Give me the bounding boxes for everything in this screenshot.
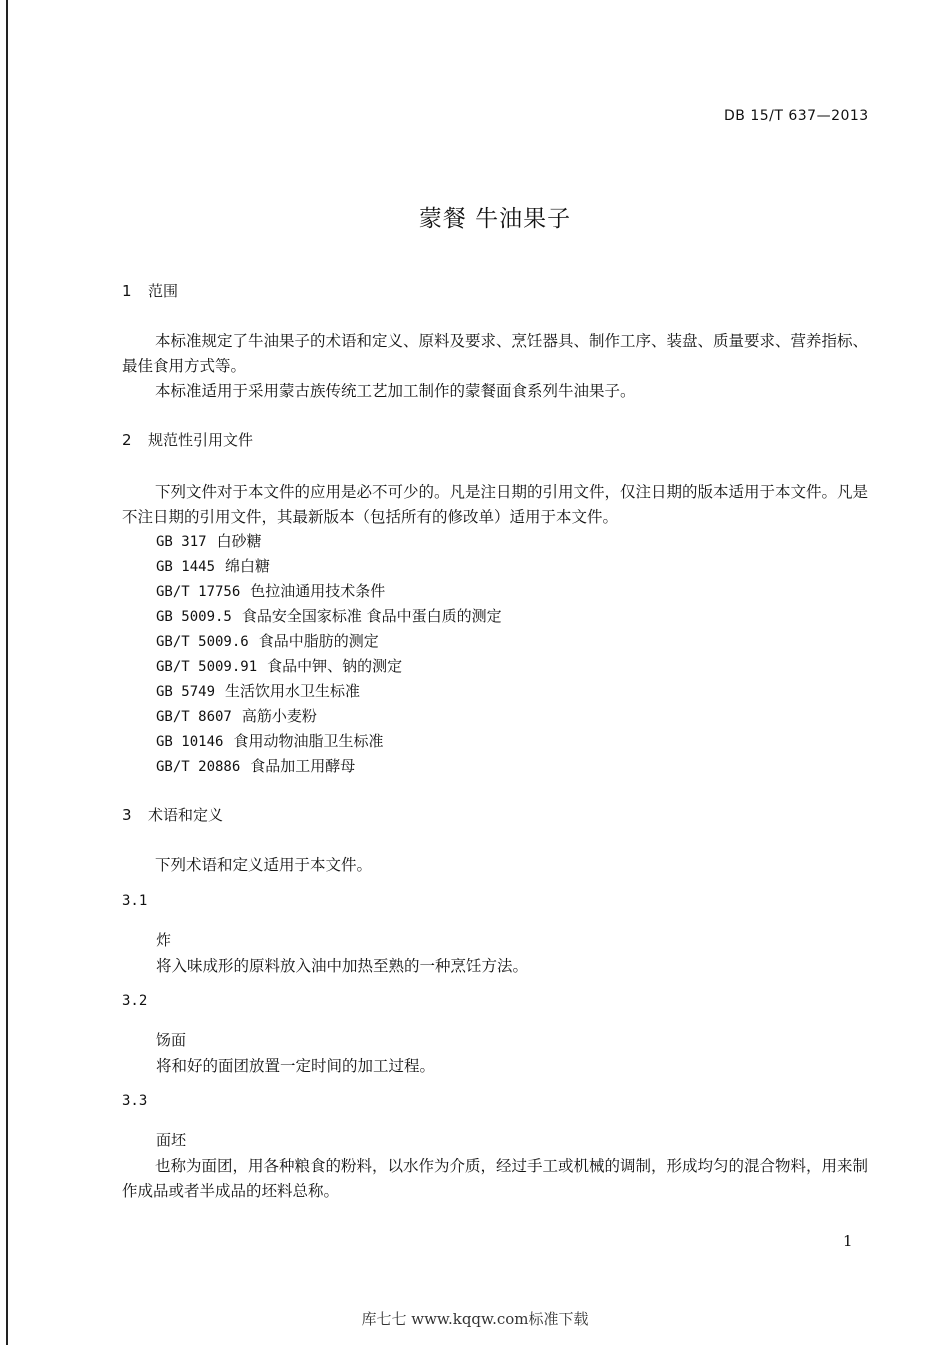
term-definition: 也称为面团，用各种粮食的粉料，以水作为介质，经过手工或机械的调制，形成均匀的混合物料，用来制作成品或者半成品的坯料总称。 [122, 1157, 869, 1200]
subclause-number: 3.2 [122, 993, 148, 1009]
reference-name: 色拉油通用技术条件 [250, 582, 386, 600]
reference-code: GB 317 [156, 534, 207, 550]
reference-item [156, 655, 402, 676]
term: 炸 [156, 931, 172, 949]
reference-item [156, 730, 383, 751]
reference-code: GB/T 17756 [156, 584, 241, 600]
paragraph: 下列术语和定义适用于本文件。 [155, 856, 373, 874]
reference-code: GB/T 5009.91 [156, 659, 258, 675]
section-title: 范围 [148, 282, 179, 300]
section-title: 术语和定义 [148, 806, 224, 824]
paragraph: 本标准适用于采用蒙古族传统工艺加工制作的蒙餐面食系列牛油果子。 [155, 382, 636, 400]
term-definition: 将和好的面团放置一定时间的加工过程。 [156, 1057, 436, 1075]
subclause-number: 3.1 [122, 893, 148, 909]
reference-name: 食品安全国家标准 食品中蛋白质的测定 [241, 607, 502, 625]
section-number: 1 [122, 282, 132, 300]
paragraph: 本标准规定了牛油果子的术语和定义、原料及要求、烹饪器具、制作工序、装盘、质量要求、营养指标、最佳食用方式等。 [122, 332, 869, 375]
watermark-footer: 库七七 www.kqqw.com标准下载 [361, 1310, 589, 1328]
reference-name: 食品中脂肪的测定 [258, 632, 379, 650]
reference-name: 食用动物油脂卫生标准 [233, 732, 384, 750]
term: 面坯 [156, 1131, 187, 1149]
reference-code: GB/T 20886 [156, 759, 241, 775]
reference-name: 绵白糖 [225, 557, 271, 575]
section-number: 3 [122, 806, 132, 824]
term: 饧面 [156, 1031, 187, 1049]
reference-name: 生活饮用水卫生标准 [225, 682, 361, 700]
reference-code: GB 10146 [156, 734, 224, 750]
reference-code: GB 1445 [156, 559, 216, 575]
section-title: 规范性引用文件 [148, 431, 254, 449]
subclause-number: 3.3 [122, 1093, 148, 1109]
reference-item [156, 705, 317, 726]
reference-code: GB/T 8607 [156, 709, 232, 725]
reference-item [156, 680, 360, 701]
section-heading-terms [122, 804, 223, 825]
reference-code: GB 5749 [156, 684, 216, 700]
reference-name: 高筋小麦粉 [241, 707, 317, 725]
reference-code: GB/T 5009.6 [156, 634, 249, 650]
page-title: 蒙餐 牛油果子 [418, 206, 572, 232]
reference-name: 白砂糖 [216, 532, 262, 550]
document-code: DB 15/T 637—2013 [724, 108, 869, 124]
section-heading-references [122, 429, 253, 450]
reference-item [156, 580, 385, 601]
reference-name: 食品中钾、钠的测定 [267, 657, 403, 675]
reference-item [156, 605, 502, 626]
reference-item [156, 755, 355, 776]
reference-item [156, 530, 262, 551]
term-definition: 将入味成形的原料放入油中加热至熟的一种烹饪方法。 [156, 957, 529, 975]
section-number: 2 [122, 431, 132, 449]
section-heading-scope [122, 280, 178, 301]
reference-item [156, 630, 379, 651]
reference-item [156, 555, 270, 576]
page-number: 1 [843, 1232, 853, 1250]
reference-code: GB 5009.5 [156, 609, 232, 625]
reference-name: 食品加工用酵母 [250, 757, 356, 775]
paragraph: 下列文件对于本文件的应用是必不可少的。凡是注日期的引用文件，仅注日期的版本适用于本文件。凡是不注日期的引用文件，其最新版本（包括所有的修改单）适用于本文件。 [122, 483, 869, 526]
